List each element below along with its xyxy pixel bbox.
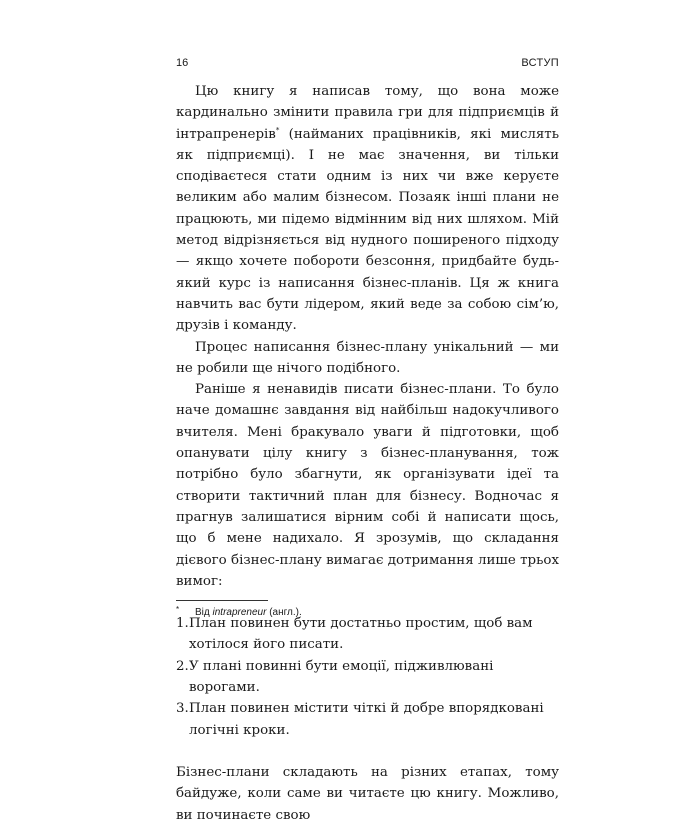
footnote-symbol: * [176,605,180,614]
list-item [176,656,559,699]
list-item-number: 3. [176,701,189,717]
paragraph-1-end: (найманих працівників, які мислять як підприємці). І не має значення, ви тільки сподіваєтеся стати одним із них чи вже керуєте великим або малим бізнесом. Позаяк інші плани не працюють, ми підемо відмінним від них шляхом. Мій метод відрізняється від нудного поширеного підходу — якщо хочете побороти безсоння, придбайте будь-який курс із написання бізнес-планів. Ця ж книга навчить вас бути лідером, який веде за собою сім’ю, друзів і команду. [176,126,559,334]
paragraph-3: Раніше я ненавидів писати бізнес-плани. То було наче домашнє завдання від найбільш надокучливого вчителя. Мені бракувало уваги й підготовки, щоб опанувати цілу книгу з бізнес-планування, тож потрібно було збагнути, як організувати ідеї та створити тактичний план для бізнесу. Водночас я прагнув залишатися вірним собі й написати щось, що б мене надихало. Я зрозумів, що складання дієвого бізнес-плану вимагає дотримання лише трьох вимог: [176,382,559,589]
list-item-text: План повинен містити чіткі й добре впорядковані логічні кроки. [189,701,544,738]
requirements-list [176,613,559,741]
page-number: 16 [176,57,189,69]
footnote-divider [176,600,268,601]
list-item-text: План повинен бути достатньо простим, щоб вам хотілося його писати. [189,616,533,653]
footnote-reference[interactable]: * [275,126,280,135]
paragraph-4: Бізнес-плани складають на різних етапах, тому байдуже, коли саме ви читаєте цю книгу. Можливо, ви починаєте свою [176,764,559,823]
list-item-number: 2. [176,658,189,674]
footnote-term: intrapreneur [212,607,267,618]
footnote-suffix: (англ.). [266,607,302,618]
running-head: ВСТУП [521,57,559,69]
paragraph-2: Процес написання бізнес-плану унікальний — ми не робили ще нічого подібного. [176,339,559,376]
list-item [176,698,559,741]
footnote-prefix: Від [195,607,213,618]
footnote-text [195,607,302,618]
paragraph-1-start: Цю книгу я написав тому, що вона може кардинально змінити правила гри для підприємців й інтрапренерів [176,84,559,142]
list-item-number: 1. [176,616,189,632]
list-item-text: У плані повинні бути емоції, підживлювані ворогами. [189,658,494,696]
page-header [176,57,559,75]
paragraph-1 [176,81,559,337]
body-text [176,81,559,826]
list-item [176,613,559,656]
